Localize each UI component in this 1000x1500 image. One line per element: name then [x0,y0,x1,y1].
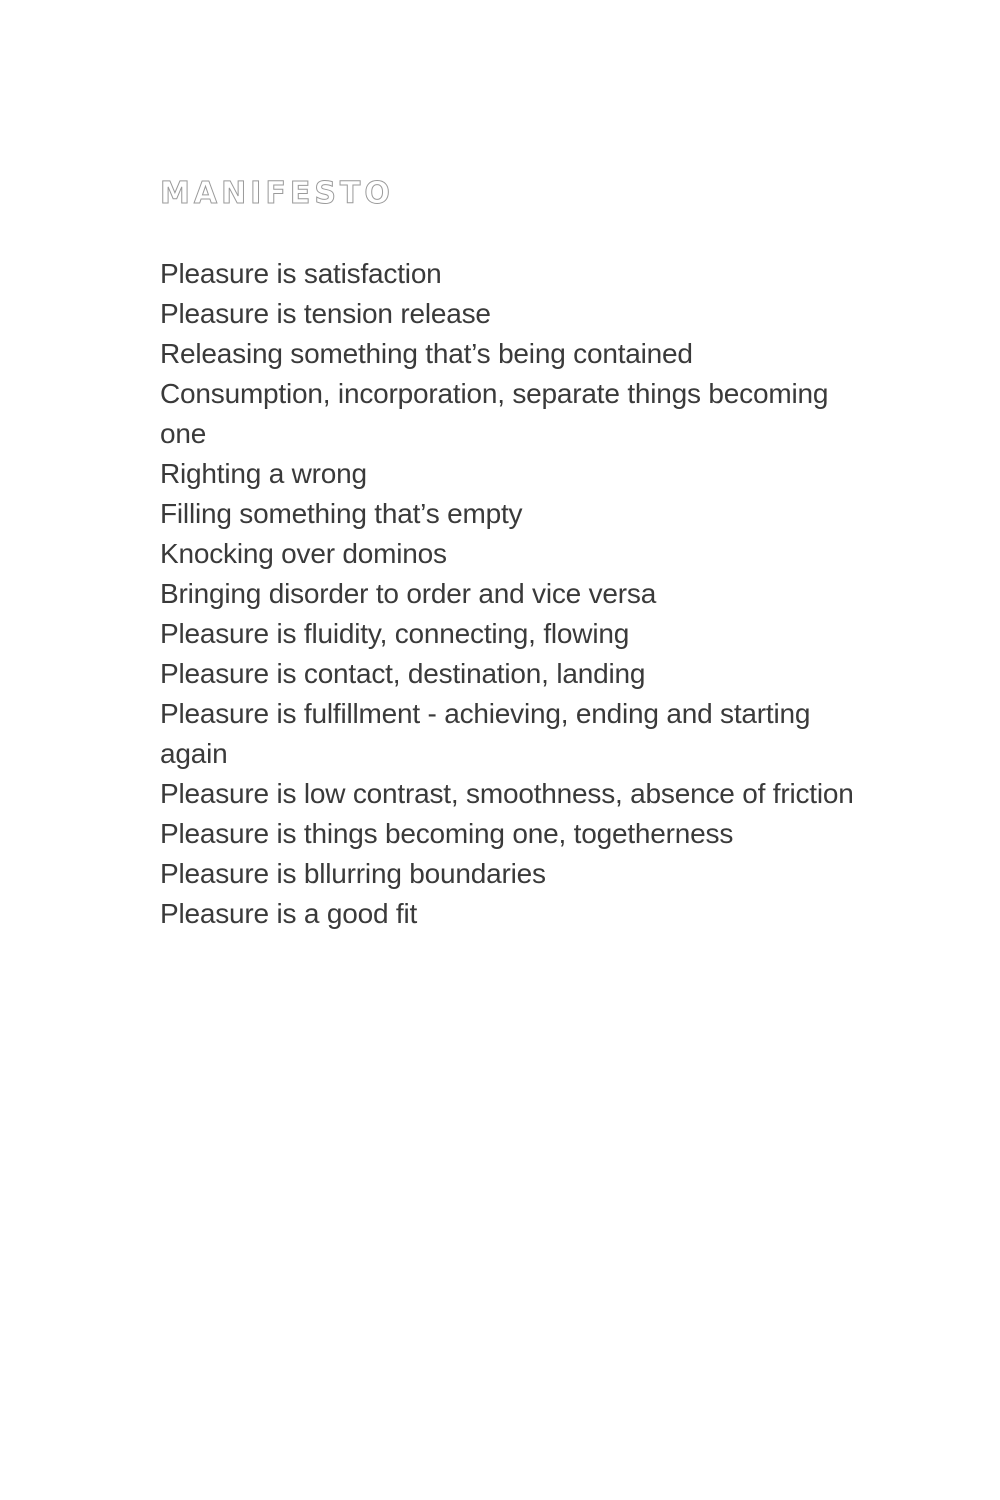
text-line: Pleasure is satisfaction [160,258,442,289]
text-line: Pleasure is a good fit [160,898,418,929]
text-line: Pleasure is low contrast, smoothness, absence of friction [160,778,854,809]
text-line: Releasing something that’s being contained [160,338,693,369]
text-line: one [160,418,207,449]
text-line: Pleasure is bllurring boundaries [160,858,546,889]
text-line: Filling something that’s empty [160,498,523,529]
text-line: Pleasure is tension release [160,298,491,329]
text-line: Pleasure is contact, destination, landing [160,658,646,689]
text-line: Consumption, incorporation, separate things becoming [160,378,829,409]
manifesto-text [160,254,900,934]
text-line: Bringing disorder to order and vice versa [160,578,657,609]
text-line: Pleasure is fulfillment - achieving, ending and starting [160,698,811,729]
text-line: again [160,738,228,769]
text-line: Pleasure is fluidity, connecting, flowing [160,618,630,649]
text-line: Pleasure is things becoming one, togetherness [160,818,734,849]
text-line: Righting a wrong [160,458,367,489]
page-title: MANIFESTO [160,176,394,211]
text-line: Knocking over dominos [160,538,447,569]
